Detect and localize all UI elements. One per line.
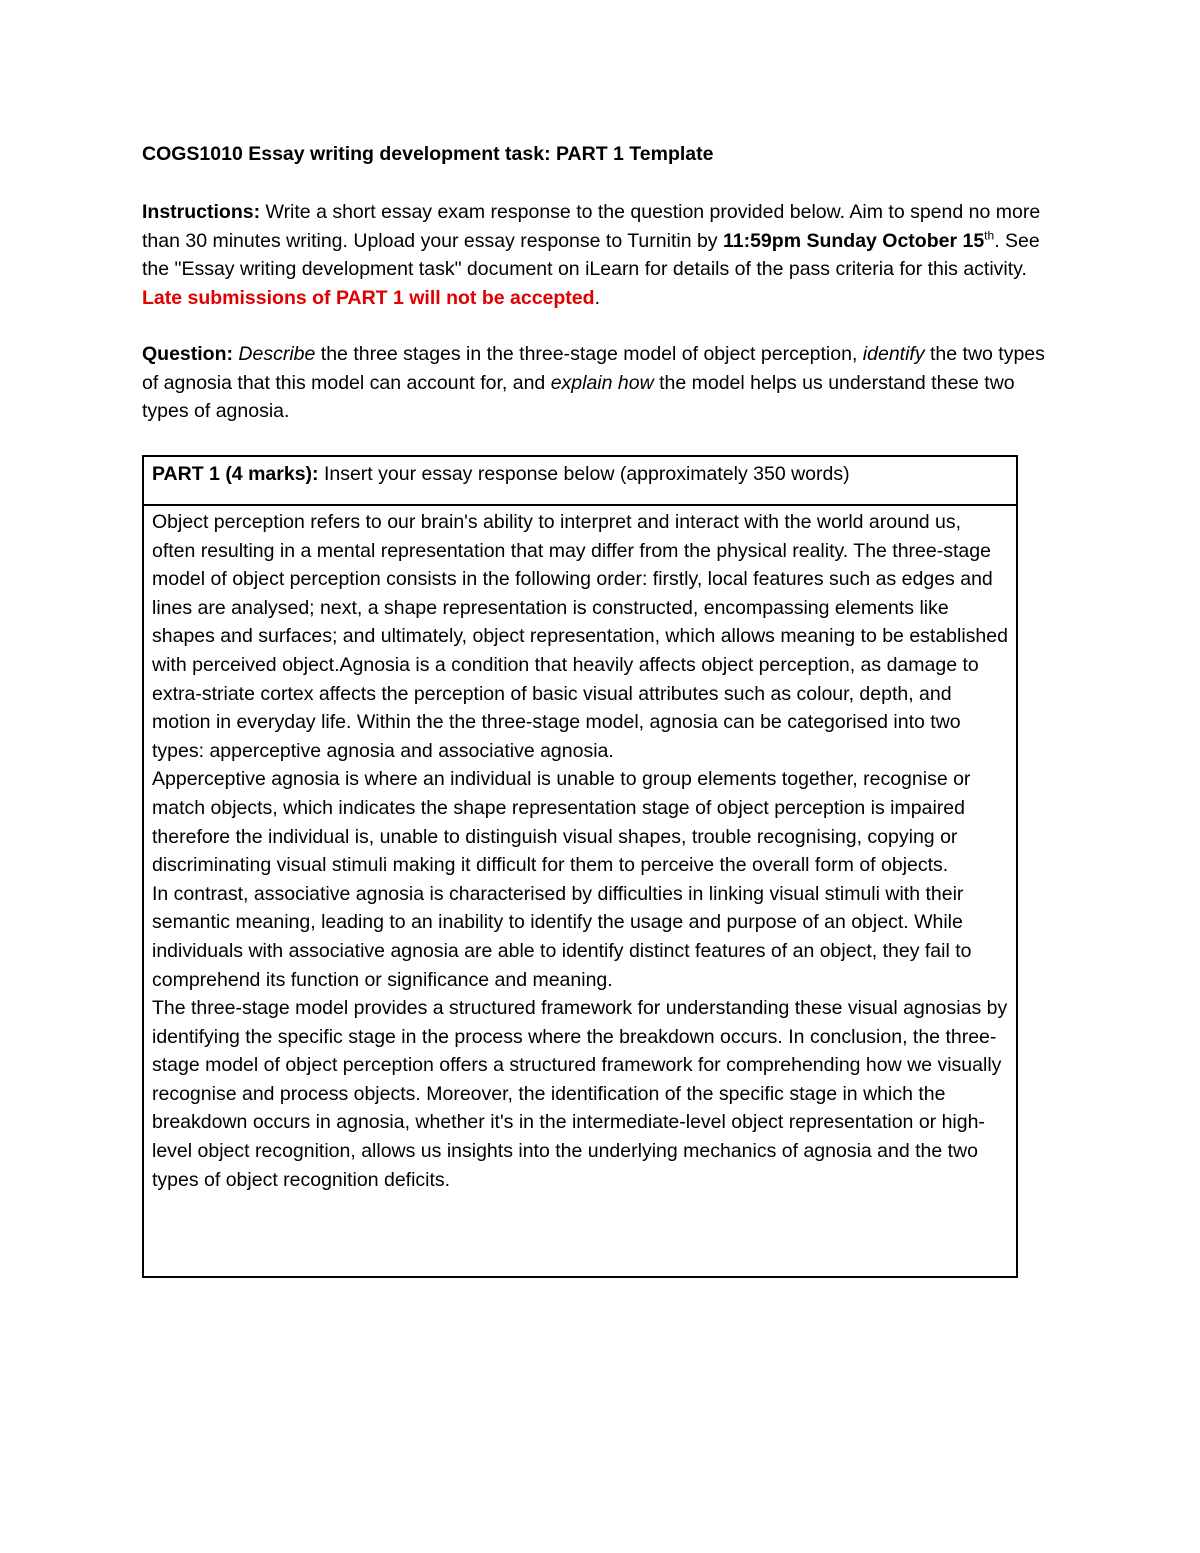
essay-paragraph-3: In contrast, associative agnosia is characterised by difficulties in linking visual stimuli with their semantic meaning, leading to an inability to identify the usage and purpose of an object. While individuals with associative agnosia are able to identify distinct features of an object, they fail to comprehend its function or significance and meaning. xyxy=(152,882,972,991)
question-paragraph xyxy=(142,340,1062,426)
instructions-label: Instructions: xyxy=(142,201,261,223)
question-emphasis-identify: identify xyxy=(862,343,925,365)
response-table xyxy=(142,455,1018,1278)
question-emphasis-explain: explain how xyxy=(550,371,654,394)
instructions-text-1: Write a short essay exam response to the question provided below. Aim to spend no more than 30 minutes writing. Upload your essay response to Turnitin by xyxy=(142,201,1041,252)
question-label: Question: xyxy=(142,343,233,365)
instructions-text-3: . xyxy=(594,286,600,309)
response-table-header xyxy=(144,457,1016,506)
late-submission-notice: Late submissions of PART 1 will not be accepted xyxy=(142,286,595,309)
part1-instruction-text: Insert your essay response below (approximately 350 words) xyxy=(318,463,850,485)
question-emphasis-describe: Describe xyxy=(238,343,316,365)
question-text-3: the model helps us understand these two types of agnosia. xyxy=(142,371,1015,422)
essay-paragraph-1: Object perception refers to our brain's ability to interpret and interact with the world around us, often resulting in a mental representation that may differ from the physical reality. The three-stage model of object perception consists in the following order: firstly, local features such as edges and lines are analysed; next, a shape representation is constructed, encompassing elements like shapes and surfaces; and ultimately, object representation, which allows meaning to be established with perceived object.Agnosia is a condition that heavily affects object perception, as damage to extra-striate cortex affects the perception of basic visual attributes such as colour, depth, and motion in everyday life. Within the the three-stage model, agnosia can be categorised into two types: apperceptive agnosia and associative agnosia. xyxy=(152,511,1008,762)
document-title: COGS1010 Essay writing development task: PART 1 Template xyxy=(142,143,714,165)
question-text-2: the two types of agnosia that this model can account for, and xyxy=(142,343,1045,394)
essay-response xyxy=(144,506,1016,1276)
essay-paragraph-2: Apperceptive agnosia is where an individual is unable to group elements together, recognise or match objects, which indicates the shape representation stage of object perception is impaired therefore the individual is, unable to distinguish visual shapes, trouble recognising, copying or discriminating visual stimuli making it difficult for them to perceive the overall form of objects. xyxy=(152,768,971,877)
question-text-1: the three stages in the three-stage model of object perception, xyxy=(315,343,863,365)
deadline-text: 11:59pm Sunday October 15 xyxy=(722,229,985,252)
instructions-text-2: . See the "Essay writing development task" document on iLearn for details of the pass criteria for this activity. xyxy=(142,229,1040,280)
deadline-superscript: th xyxy=(984,228,995,242)
part1-marks-label: PART 1 (4 marks): xyxy=(152,463,319,485)
essay-paragraph-4: The three-stage model provides a structured framework for understanding these visual agnosias by identifying the specific stage in the process where the breakdown occurs. In conclusion, the three-stage model of object perception offers a structured framework for comprehending how we visually recognise and process objects. Moreover, the identification of the specific stage in which the breakdown occurs in agnosia, whether it's in the intermediate-level object representation or high-level object recognition, allows us insights into the underlying mechanics of agnosia and the two types of object recognition deficits. xyxy=(152,997,1008,1191)
instructions-paragraph xyxy=(142,198,1062,312)
